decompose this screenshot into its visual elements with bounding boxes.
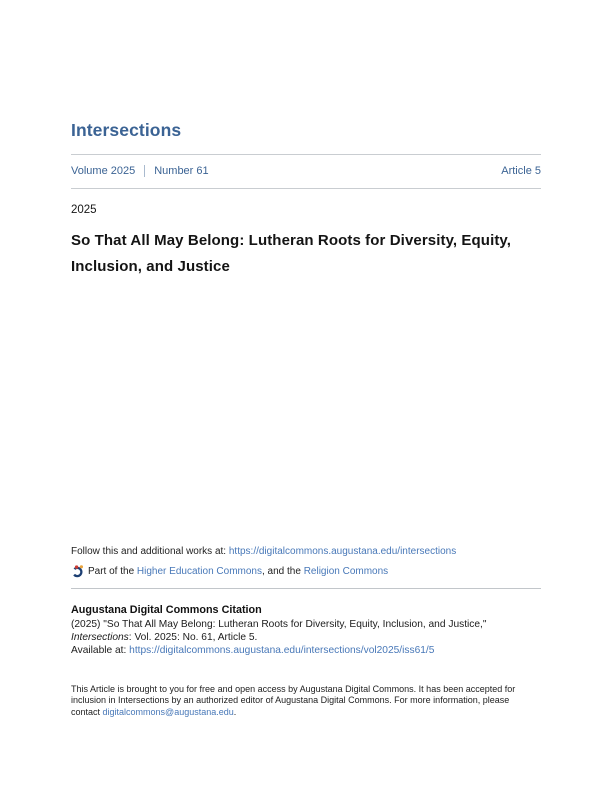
volume-number-row [71, 165, 541, 177]
open-access-text-end: . [233, 706, 237, 717]
citation-heading: Augustana Digital Commons Citation [71, 604, 262, 616]
journal-masthead-title: Intersections [71, 120, 182, 140]
commons-line [71, 565, 541, 578]
available-at-text: Available at: [71, 645, 130, 657]
citation-reference [71, 618, 549, 644]
citation-body [71, 618, 549, 658]
citation-text: (2025) "So That All May Belong: Lutheran Roots for Diversity, Equity, Inclusion, and Justice," [71, 619, 487, 630]
higher-education-commons-link[interactable]: Higher Education Commons [136, 566, 262, 577]
divider-above-citation [71, 588, 541, 589]
citation-journal-suffix: : [128, 632, 132, 644]
commons-network-icon [71, 565, 84, 578]
commons-prefix-text: Part of the [88, 566, 137, 577]
citation-volume-text: Vol. 2025: No. 61, Article 5. [134, 632, 258, 644]
contact-email-link[interactable]: digitalcommons@augustana.edu [102, 706, 234, 717]
article-title: So That All May Belong: Lutheran Roots for Diversity, Equity, Inclusion, and Justice [71, 232, 512, 275]
follow-works-text: Follow this and additional works at: [71, 546, 229, 557]
divider-under-volume [71, 188, 541, 189]
follow-works-line [71, 546, 541, 557]
open-access-text: This Article is brought to you for free and open access by Augustana Digital Commons. It has been accepted for inclusion in Intersections by an authorized editor of Augustana Digital Commons. For more information, please contact [71, 684, 516, 717]
publication-year: 2025 [71, 204, 97, 216]
religion-commons-link[interactable]: Religion Commons [303, 566, 389, 577]
number-label: Number 61 [154, 165, 209, 177]
article-label: Article 5 [501, 165, 541, 177]
open-access-note [71, 684, 527, 718]
citation-journal-name: Intersections [71, 632, 129, 644]
commons-middle-text: , and the [261, 566, 304, 577]
commons-text [88, 566, 388, 577]
divider-top [71, 154, 541, 155]
journal-collection-link[interactable]: https://digitalcommons.augustana.edu/intersections [228, 546, 457, 557]
vertical-divider [144, 165, 145, 177]
volume-number-group [71, 165, 209, 177]
citation-available-line [71, 644, 549, 657]
volume-label: Volume 2025 [71, 165, 136, 177]
article-permalink[interactable]: https://digitalcommons.augustana.edu/intersections/vol2025/iss61/5 [129, 645, 435, 657]
